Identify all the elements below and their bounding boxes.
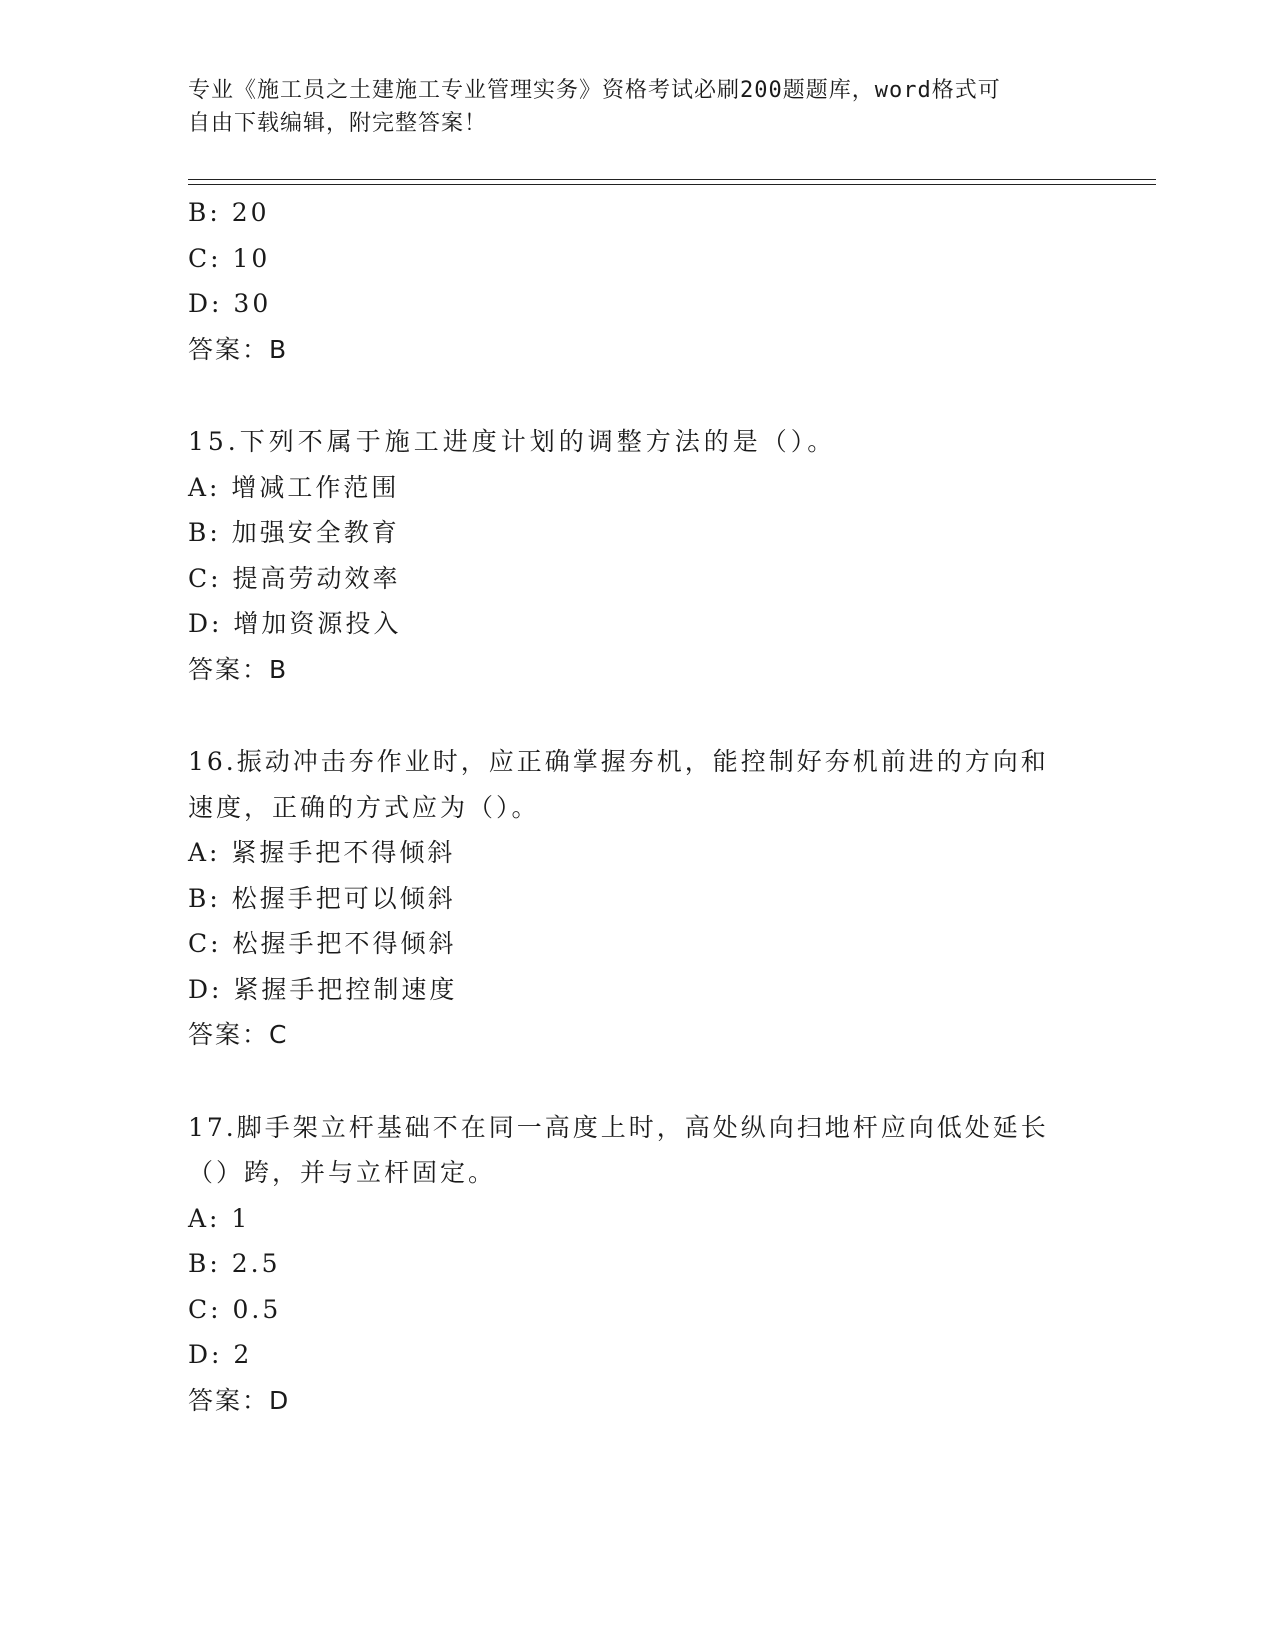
header-rule-top: [188, 179, 1156, 180]
header-line-2: 自由下载编辑，附完整答案！: [188, 111, 488, 136]
answer-line: 答案：C: [188, 1020, 289, 1049]
option-d: D: 增加资源投入: [188, 609, 402, 638]
option-c: C: 0.5: [188, 1294, 282, 1324]
option-c: C: 松握手把不得倾斜: [188, 929, 457, 958]
answer-line: 答案：D: [188, 1385, 291, 1415]
option-c: C: 提高劳动效率: [188, 563, 401, 593]
header-rule-bottom: [188, 184, 1156, 185]
option-d: D: 30: [188, 289, 272, 318]
option-a: A: 紧握手把不得倾斜: [188, 838, 456, 867]
question-block-16: [188, 739, 1088, 1058]
option-b: B: 加强安全教育: [188, 518, 400, 547]
question-block-15: [188, 419, 1088, 692]
question-text-line-2: 速度，正确的方式应为（）。: [188, 792, 540, 822]
answer-line: 答案：B: [188, 334, 289, 364]
question-text: 15.下列不属于施工进度计划的调整方法的是（）。: [188, 427, 837, 456]
question-text-line-2: （）跨，并与立杆固定。: [188, 1158, 497, 1187]
option-b: B: 2.5: [188, 1249, 281, 1278]
header-line-1: 专业《施工员之土建施工专业管理实务》资格考试必刷200题题库，word格式可: [188, 78, 1001, 103]
answer-line: 答案：B: [188, 654, 289, 684]
question-text-line-1: 17.脚手架立杆基础不在同一高度上时，高处纵向扫地杆应向低处延长: [188, 1112, 1049, 1142]
option-c: C: 10: [188, 243, 271, 273]
option-d: D: 紧握手把控制速度: [188, 974, 458, 1004]
question-block-carryover: [188, 190, 1088, 372]
question-block-17: [188, 1105, 1088, 1424]
question-text-line-1: 16.振动冲击夯作业时，应正确掌握夯机，能控制好夯机前进的方向和: [188, 747, 1049, 776]
option-d: D: 2: [188, 1340, 253, 1369]
option-a: A: 1: [188, 1203, 251, 1233]
document-header: [188, 74, 1068, 140]
question-list: [188, 190, 1088, 1423]
option-a: A: 增减工作范围: [188, 472, 400, 502]
option-b: B: 松握手把可以倾斜: [188, 883, 456, 913]
option-b: B: 20: [188, 198, 270, 227]
